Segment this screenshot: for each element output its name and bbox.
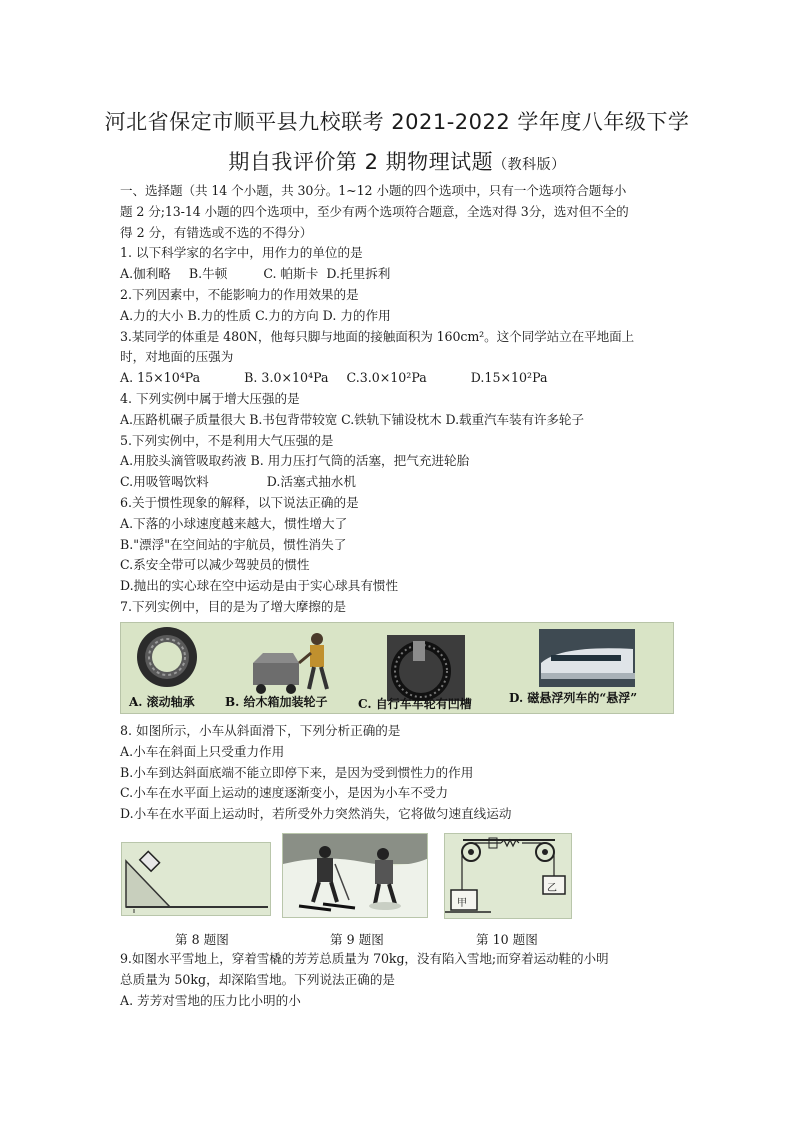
title-line-2 (0, 146, 794, 176)
q4-stem: 4. 下列实例中属于增大压强的是 (120, 390, 300, 406)
q8-stem: 8. 如图所示，小车从斜面滑下，下列分析正确的是 (120, 723, 401, 738)
q5-option-d: D.活塞式抽水机 (266, 474, 356, 490)
q1-option-a: A.伽利略 (120, 266, 171, 282)
fig9-snow-scene (282, 833, 428, 918)
fig10-pulley-setup (444, 833, 572, 919)
q3-stem-2: 时，对地面的压强为 (120, 349, 234, 365)
bicycle-wheel-image (387, 635, 465, 701)
maglev-train-image (539, 629, 635, 687)
q1-option-d: D.托里拆利 (326, 266, 391, 282)
q3-option-c: C.3.0×10²Pa (346, 370, 427, 386)
q5-stem: 5.下列实例中，不是利用大气压强的是 (120, 432, 334, 448)
section-instructions-2: 题 2 分;13-14 小题的四个选项中，至少有两个选项符合题意，全选对得 3分，选对但不全的 (120, 203, 629, 219)
q1-option-c: C. 帕斯卡 (263, 266, 319, 282)
q7-caption-b: B. 给木箱加装轮子 (225, 695, 328, 709)
question-block-2 (120, 721, 680, 825)
question-block-3 (120, 949, 680, 1011)
q4-options: A.压路机碾子质量很大 B.书包背带较宽 C.铁轨下铺设枕木 D.载重汽车装有许多轮子 (120, 411, 584, 427)
q9-option-a: A. 芳芳对雪地的压力比小明的小 (120, 992, 301, 1008)
q1-options (120, 264, 680, 285)
fig8-incline (121, 842, 271, 916)
q7-stem: 7.下列实例中，目的是为了增大摩擦的是 (120, 598, 347, 614)
q6-option-a: A.下落的小球速度越来越大，惯性增大了 (120, 515, 348, 531)
q1-option-b: B.牛顿 (188, 266, 228, 282)
q3-option-a: A. 15×10⁴Pa (120, 370, 201, 386)
cart-image (253, 633, 327, 694)
q3-stem-1: 3.某同学的体重是 480N，他每只脚与地面的接触面积为 160cm²。这个同学站立在平地面上 (120, 328, 635, 344)
q3-option-b: B. 3.0×10⁴Pa (244, 370, 329, 386)
q6-stem: 6.关于惯性现象的解释，以下说法正确的是 (120, 494, 359, 510)
block-jia-label: 甲 (457, 898, 467, 909)
q2-stem: 2.下列因素中，不能影响力的作用效果的是 (120, 286, 359, 302)
title-line-1: 河北省保定市顺平县九校联考 2021-2022 学年度八年级下学 (104, 110, 690, 134)
q8-option-b: B.小车到达斜面底端不能立即停下来，是因为受到惯性力的作用 (120, 764, 474, 780)
title-edition: （教科版） (493, 157, 566, 173)
q5-options-cd (120, 472, 680, 493)
q9-stem-2: 总质量为 50kg，却深陷雪地。下列说法正确的是 (120, 971, 396, 987)
q7-figure (120, 622, 674, 714)
question-block-1 (120, 181, 680, 618)
q5-option-c: C.用吸管喝饮料 (120, 474, 209, 490)
section-instructions-3: 得 2 分，有错选或不选的不得分） (120, 224, 313, 240)
q6-option-c: C.系安全带可以减少驾驶员的惯性 (120, 557, 310, 573)
q7-caption-d: D. 磁悬浮列车的“悬浮” (509, 691, 638, 705)
q8-option-d: D.小车在水平面上运动时，若所受外力突然消失，它将做匀速直线运动 (120, 806, 512, 822)
q3-option-d: D.15×10²Pa (470, 370, 548, 386)
block-yi-label: 乙 (547, 883, 557, 894)
q8-option-c: C.小车在水平面上运动的速度逐渐变小，是因为小车不受力 (120, 785, 449, 801)
q9-stem-1: 9.如图水平雪地上，穿着雪橇的芳芳总质量为 70kg，没有陷入雪地;而穿着运动鞋的小明 (120, 951, 609, 966)
q3-options (120, 368, 680, 389)
fig9-caption: 第 9 题图 (330, 932, 384, 947)
q6-option-b: B."漂浮"在空间站的宇航员，惯性消失了 (120, 536, 347, 552)
q1-stem: 1. 以下科学家的名字中，用作力的单位的是 (120, 245, 363, 261)
fig10-caption: 第 10 题图 (476, 932, 538, 947)
section-instructions-1: 一、选择题（共 14 个小题，共 30分。1~12 小题的四个选项中，只有一个选项符合题每小 (120, 183, 627, 198)
q8-option-a: A.小车在斜面上只受重力作用 (120, 743, 285, 759)
q2-options: A.力的大小 B.力的性质 C.力的方向 D. 力的作用 (120, 307, 391, 323)
q7-caption-a: A. 滚动轴承 (129, 695, 195, 709)
q6-option-d: D.抛出的实心球在空中运动是由于实心球具有惯性 (120, 578, 399, 594)
fig8-caption: 第 8 题图 (175, 932, 229, 947)
q5-options-ab: A.用胶头滴管吸取药液 B. 用力压打气筒的活塞，把气充进轮胎 (120, 453, 470, 469)
q7-caption-c: C. 自行车车轮有凹槽 (358, 697, 472, 711)
title-main: 期自我评价第 2 期物理试题 (228, 150, 494, 174)
bearing-image (137, 627, 197, 687)
